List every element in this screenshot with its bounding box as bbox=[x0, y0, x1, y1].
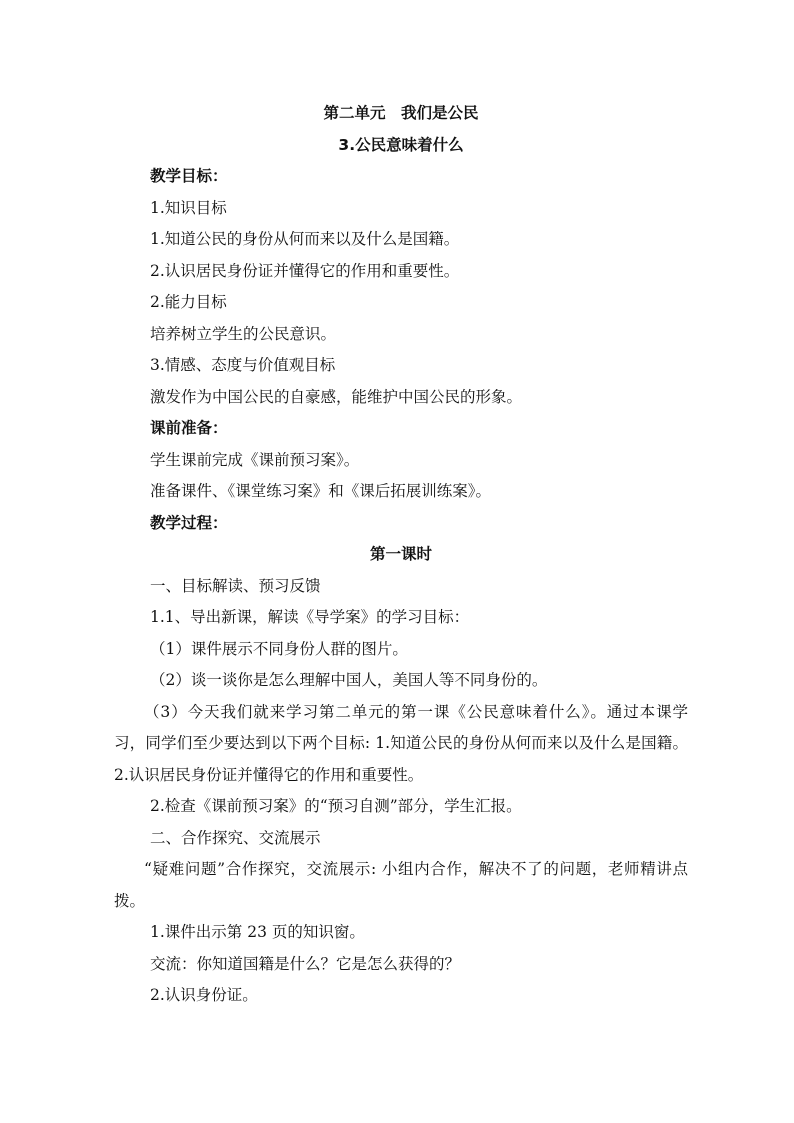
goal2-heading: 2.能力目标 bbox=[150, 293, 227, 311]
goal1-item: 1.知道公民的身份从何而来以及什么是国籍。 bbox=[150, 230, 460, 248]
section1-heading: 一、目标解读、预习反馈 bbox=[150, 576, 321, 595]
section1-item: （2）谈一谈你是怎么理解中国人，美国人等不同身份的。 bbox=[150, 671, 548, 689]
section2-paragraph: “疑难问题”合作探究，交流展示: 小组内合作，解决不了的问题，老师精讲点拨。 bbox=[114, 860, 688, 910]
lesson-title: 3.公民意味着什么 bbox=[338, 135, 464, 154]
section1-item: 2.检查《课前预习案》的“预习自测”部分，学生汇报。 bbox=[150, 797, 522, 815]
prep-item: 学生课前完成《课前预习案》。 bbox=[150, 450, 360, 469]
goals-heading: 教学目标： bbox=[150, 167, 228, 185]
goal1-item: 2.认识居民身份证并懂得它的作用和重要性。 bbox=[150, 261, 460, 280]
unit-title: 第二单元 我们是公民 bbox=[323, 104, 479, 122]
prep-item: 准备课件、《课堂练习案》和《课后拓展训练案》。 bbox=[150, 482, 492, 500]
prep-heading: 课前准备： bbox=[150, 419, 228, 437]
section2-item: 交流：你知道国籍是什么？它是怎么获得的？ bbox=[150, 954, 461, 973]
process-heading: 教学过程： bbox=[150, 513, 228, 532]
goal1-heading: 1.知识目标 bbox=[150, 198, 227, 217]
section1-item: （1）课件展示不同身份人群的图片。 bbox=[150, 639, 408, 658]
section2-heading: 二、合作探究、交流展示 bbox=[150, 828, 321, 847]
goal3-item: 激发作为中国公民的自豪感，能维护中国公民的形象。 bbox=[150, 387, 523, 406]
lesson1-title: 第一课时 bbox=[369, 545, 432, 563]
section1-item: 1.1、导出新课，解读《导学案》的学习目标： bbox=[150, 608, 470, 626]
section2-item: 1.课件出示第 23 页的知识窗。 bbox=[150, 923, 365, 941]
goal3-heading: 3.情感、态度与价值观目标 bbox=[150, 356, 336, 374]
section2-item: 2.认识身份证。 bbox=[150, 986, 258, 1004]
section1-paragraph: （3）今天我们就来学习第二单元的第一课《公民意味着什么》。通过本课学习，同学们至少要达到以下两个目标: 1.知道公民的身份从何而来以及什么是国籍。2.认识居民身份证并懂得它的作用和重要性。 bbox=[114, 702, 688, 784]
goal2-item: 培养树立学生的公民意识。 bbox=[150, 324, 337, 343]
